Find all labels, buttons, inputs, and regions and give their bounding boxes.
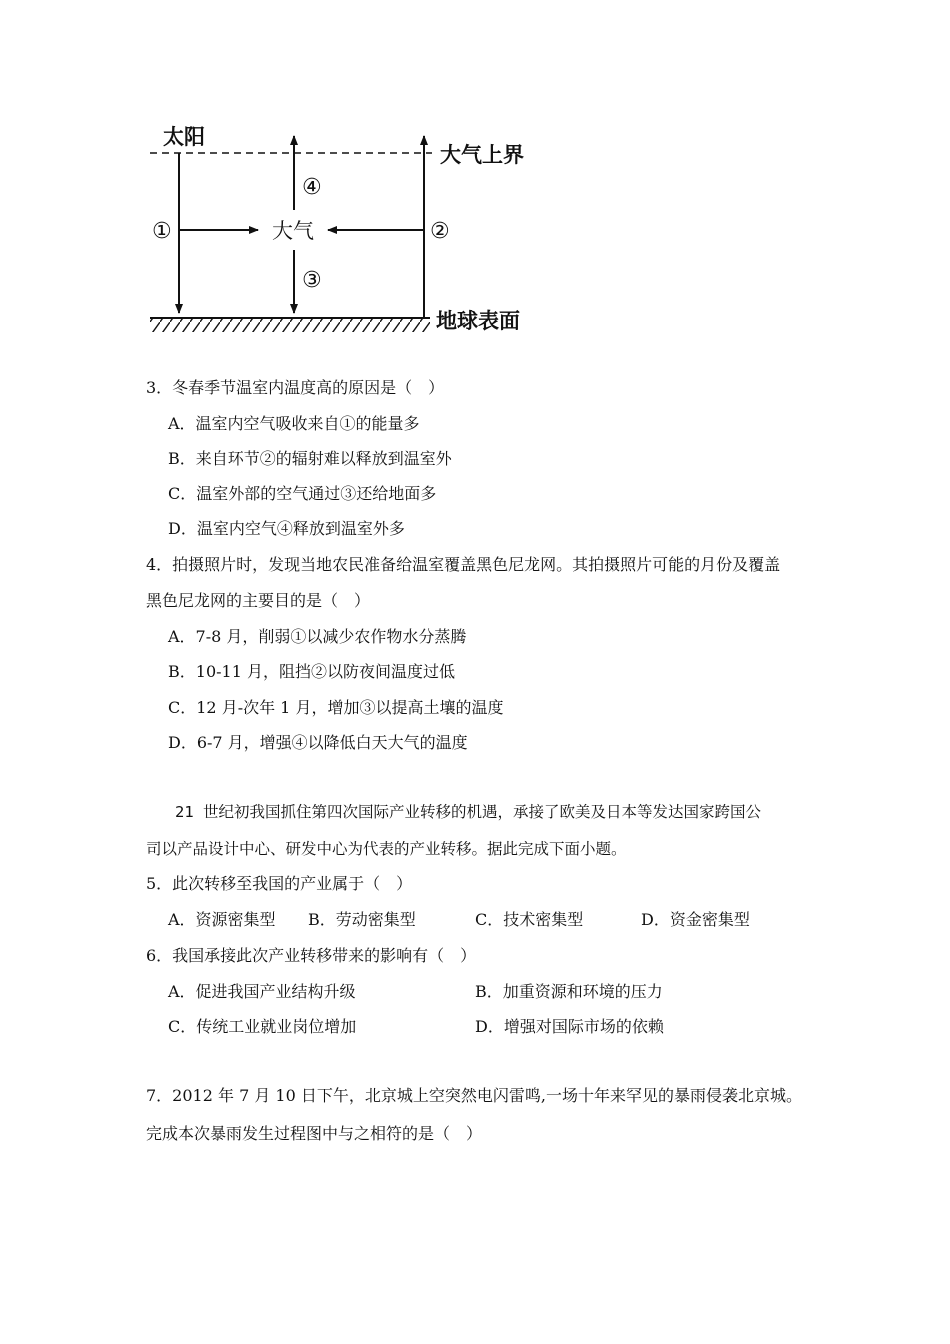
q7-stem-line2: 完成本次暴雨发生过程图中与之相符的是（ ） [146,1124,483,1143]
q7-stem-line1: 7．2012 年 7 月 10 日下午，北京城上空突然电闪雷鸣,一场十年来罕见的暴雨侵袭北京城。 [146,1086,802,1105]
q4-stem-line2: 黑色尼龙网的主要目的是（ ） [146,591,371,610]
q3-option-a: A．温室内空气吸收来自①的能量多 [168,414,420,433]
q6-option-d: D．增强对国际市场的依赖 [475,1017,664,1036]
q4-option-d: D．6-7 月，增强④以降低白天大气的温度 [168,733,468,752]
q5-option-d: D．资金密集型 [641,910,750,929]
top-boundary-label: 大气上界 [440,143,524,167]
q6-option-a: A．促进我国产业结构升级 [168,982,356,1001]
q6-stem: 6．我国承接此次产业转移带来的影响有（ ） [146,946,477,965]
intro-line2: 司以产品设计中心、研发中心为代表的产业转移。据此完成下面小题。 [146,840,627,858]
arrow-4-label: ④ [302,175,322,200]
intro-line1: 21 世纪初我国抓住第四次国际产业转移的机遇，承接了欧美及日本等发达国家跨国公 [175,803,761,821]
sun-label: 太阳 [163,125,205,149]
q6-option-b: B．加重资源和环境的压力 [475,982,663,1001]
ground-hatch [150,319,430,332]
q4-option-b: B．10-11 月，阻挡②以防夜间温度过低 [168,662,455,681]
q4-option-c: C．12 月-次年 1 月，增加③以提高土壤的温度 [168,698,504,717]
arrow-2-label: ② [430,219,450,244]
q3-option-b: B．来自环节②的辐射难以释放到温室外 [168,449,452,468]
q3-option-d: D．温室内空气④释放到温室外多 [168,519,405,538]
surface-label: 地球表面 [436,309,520,333]
q4-stem-line1: 4．拍摄照片时，发现当地农民准备给温室覆盖黑色尼龙网。其拍摄照片可能的月份及覆盖 [146,555,781,574]
arrow-3-label: ③ [302,268,322,293]
atmosphere-label: 大气 [272,219,314,243]
q5-option-b: B．劳动密集型 [308,910,416,929]
q3-stem: 3．冬春季节温室内温度高的原因是（ ） [146,378,445,397]
arrow-1-label: ① [152,219,172,244]
q3-option-c: C．温室外部的空气通过③还给地面多 [168,484,437,503]
q5-option-c: C．技术密集型 [475,910,584,929]
q4-option-a: A．7-8 月，削弱①以减少农作物水分蒸腾 [168,627,467,646]
q5-option-a: A．资源密集型 [168,910,276,929]
q6-option-c: C．传统工业就业岗位增加 [168,1017,357,1036]
q5-stem: 5．此次转移至我国的产业属于（ ） [146,874,413,893]
atmosphere-heat-diagram [0,0,950,345]
